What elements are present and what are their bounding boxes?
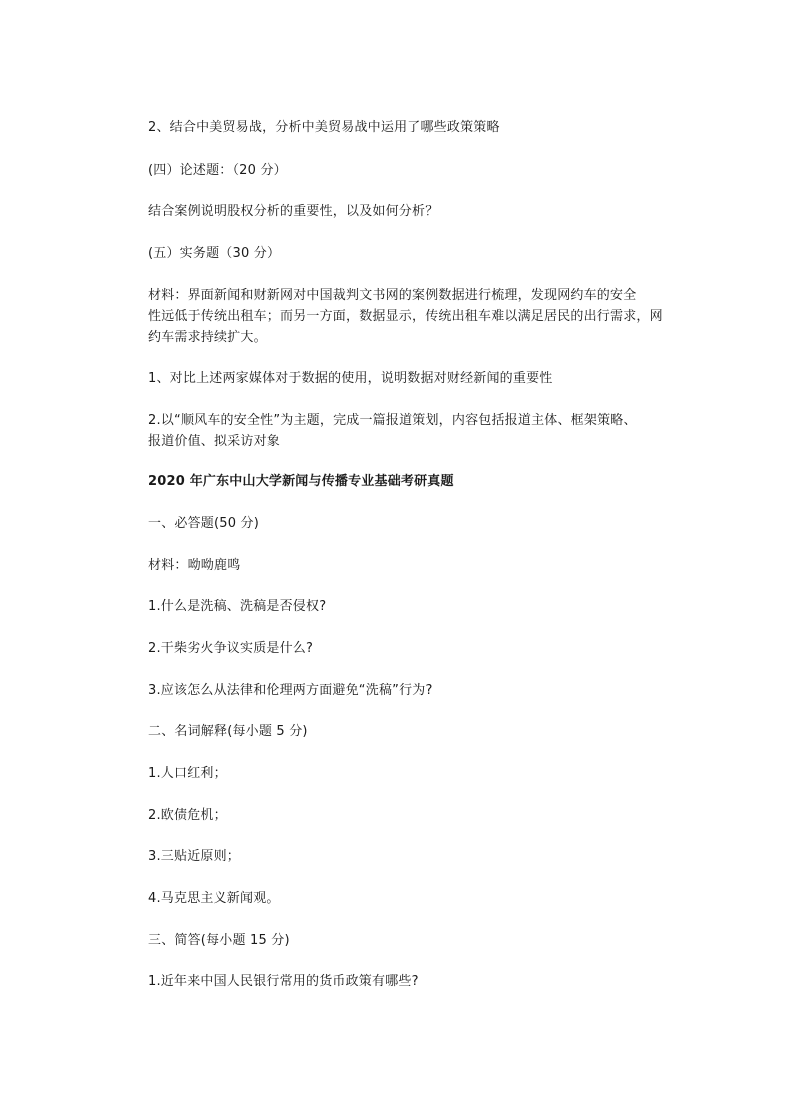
part3-heading: 三、简答(每小题 15 分)	[148, 933, 290, 948]
part2-heading: 二、名词解释(每小题 5 分)	[148, 724, 308, 739]
part3-question-1: 1.近年来中国人民银行常用的货币政策有哪些?	[148, 974, 419, 989]
material-line: 材料：界面新闻和财新网对中国裁判文书网的案例数据进行梳理，发现网约车的安全	[148, 288, 637, 303]
part2-term: 4.马克思主义新闻观。	[148, 891, 280, 906]
practice-question-2-line: 报道价值、拟采访对象	[148, 434, 281, 449]
material-line: 约车需求持续扩大。	[148, 330, 267, 345]
part2-term: 2.欧债危机；	[148, 808, 227, 823]
practice-question-2-line: 2.以“顺风车的安全性”为主题，完成一篇报道策划，内容包括报道主体、框架策略、	[148, 413, 637, 428]
section4-question: 结合案例说明股权分析的重要性，以及如何分析？	[148, 204, 439, 219]
practice-question-1: 1、对比上述两家媒体对于数据的使用，说明数据对财经新闻的重要性	[148, 371, 553, 386]
material-paragraph	[148, 285, 678, 348]
material-line: 性远低于传统出租车；而另一方面，数据显示，传统出租车难以满足居民的出行需求，网	[148, 309, 663, 324]
section5-heading: (五）实务题（30 分）	[148, 246, 281, 261]
part1-question-1: 1.什么是洗稿、洗稿是否侵权?	[148, 599, 327, 614]
part2-term: 3.三贴近原则；	[148, 849, 241, 864]
part1-question-3: 3.应该怎么从法律和伦理两方面避免“洗稿”行为?	[148, 683, 433, 698]
part1-question-2: 2.干柴劣火争议实质是什么?	[148, 641, 314, 656]
part1-material: 材料：呦呦鹿鸣	[148, 558, 241, 573]
part1-heading: 一、必答题(50 分)	[148, 516, 260, 531]
section4-heading: (四）论述题：（20 分）	[148, 163, 287, 178]
practice-question-2	[148, 410, 678, 452]
question-trade-war: 2、结合中美贸易战，分析中美贸易战中运用了哪些政策策略	[148, 120, 500, 135]
exam-title: 2020 年广东中山大学新闻与传播专业基础考研真题	[148, 474, 454, 489]
part2-term: 1.人口红利；	[148, 766, 227, 781]
